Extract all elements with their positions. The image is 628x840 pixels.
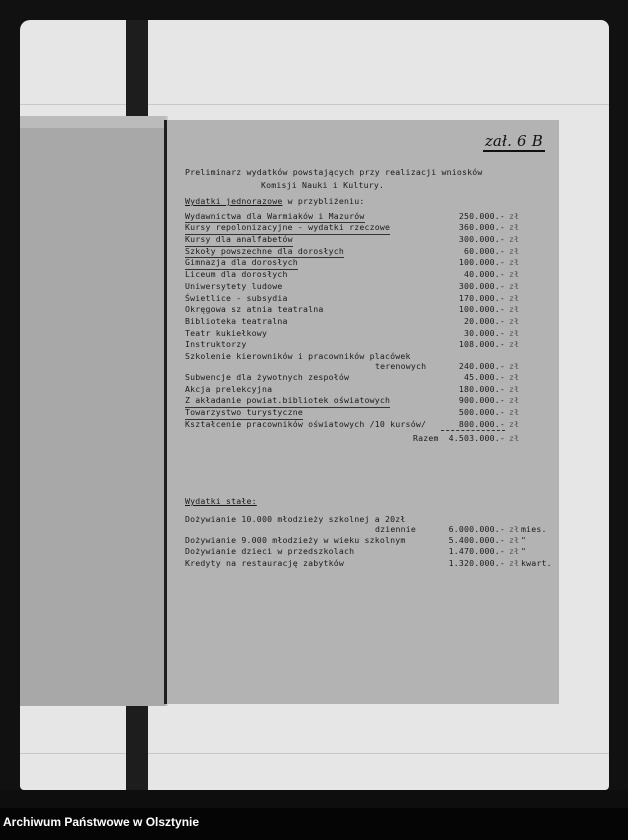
title-line-1: Preliminarz wydatków powstających przy realizacji wniosków: [185, 167, 483, 177]
archive-caption: Archiwum Państwowe w Olsztynie: [3, 815, 200, 829]
film-line: [20, 104, 609, 105]
previous-page-top: [20, 116, 166, 128]
total-label: Razem: [413, 433, 439, 444]
one-time-heading-suffix: w przybliżeniu:: [282, 196, 365, 206]
total-amount: 4.503.000.-: [448, 433, 505, 444]
document-page: zał. 6 B Preliminarz wydatków powstających przy realizacji wniosków Komisji Nauki i Kultury. Wydatki jednorazowe w przybliżeniu: Wydawnictwa dla Warmiaków i Mazurów 250.000.- zł Kursy repolonizacyjne - wydatki rzeczowe 360.000.- zł Kursy dla analfabetów 300.000.- zł Szkoły powszechne dla dorosłych 60.000.- zł Gimnazja dla dorosłych 100.000.- zł Liceum dla dorosłych 40.000.- zł Uniwersytety ludowe 300.000.- zł Świetlice - subsydia 170.000.- zł Okręgowa sz atnia teatralna 100.000.- zł Biblioteka teatralna 20.000.- zł Teatr kukiełkowy 30.000.- zł Instruktorzy 108.000.- zł Szkolenie kierowników i pracowników placówek terenowych 240.000.- zł Subwencje dla żywotnych zespołów 45.000.- zł Akcja prelekcyjna 180.000.- zł Z akładanie powiat.bibliotek oświatowych 900.000.- zł Towarzystwo turystyczne 500.000.- zł Kształcenie pracowników oświatowych /10 kursów/ 800.000.- zł Razem 4.503.000.- zł Wydatki stałe: Dożywianie 10.000 młodzieży szkolnej a 20zł dziennie 6.000.000.- zł mies. Dożywianie 9.000 młodzieży w wieku szkolnym 5.400.000.- zł " Dożywianie dzieci w przedszkolach 1.470.000.- zł " Kredyty na restaurację zabytków 1.320.000.- zł kwart.: [164, 120, 559, 704]
recurring-heading: Wydatki stałe:: [185, 496, 257, 506]
document-title: [185, 166, 525, 192]
previous-page-edge: [20, 116, 168, 706]
film-line: [20, 753, 609, 754]
reference-mark: zał. 6 B: [484, 132, 543, 150]
scan-frame: [20, 20, 609, 790]
film-edge: [0, 790, 628, 808]
one-time-heading: Wydatki jednorazowe: [185, 196, 283, 206]
title-line-2: Komisji Nauki i Kultury.: [261, 180, 385, 190]
